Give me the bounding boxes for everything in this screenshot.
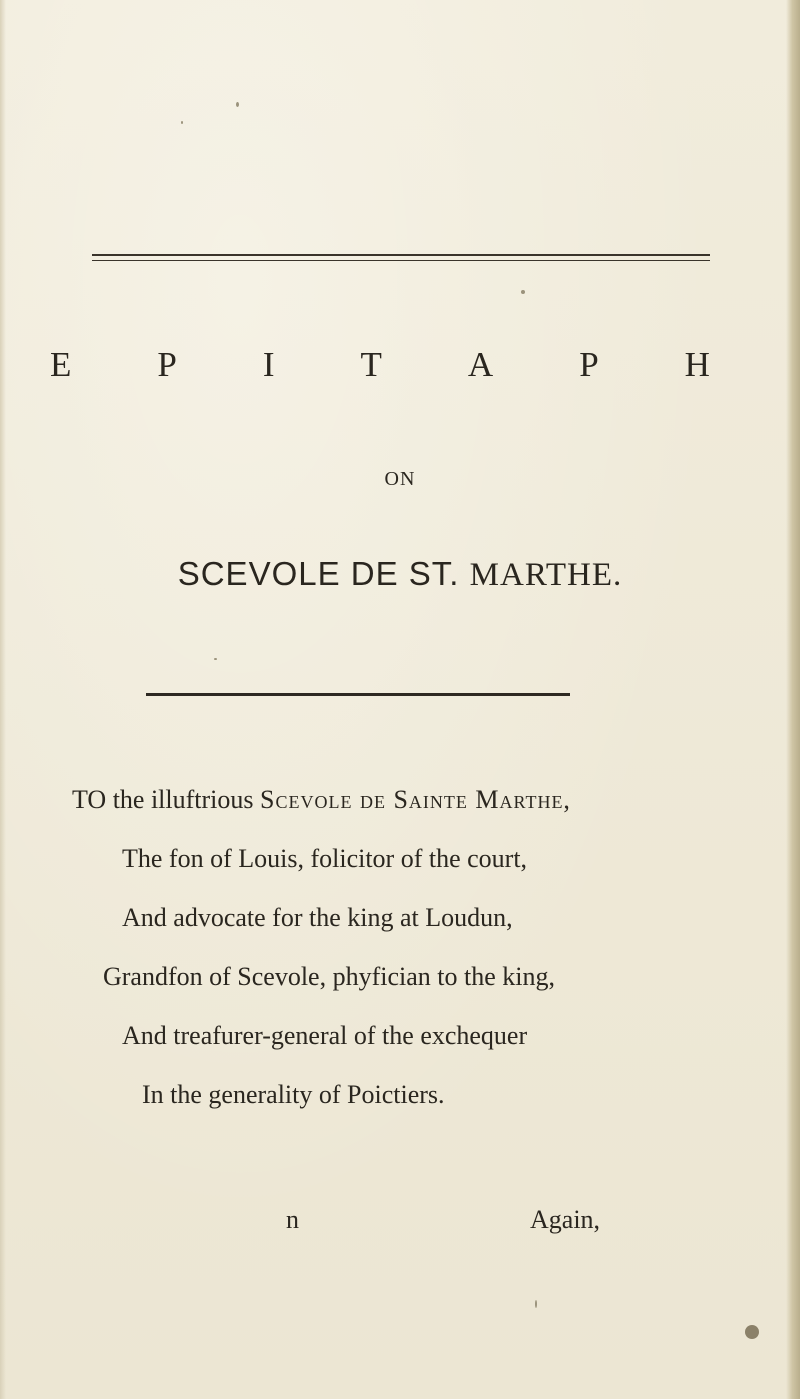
ink-speck [236,102,239,107]
ink-blot [745,1325,759,1339]
title-letter: P [579,345,599,384]
title-epitaph [50,345,710,385]
title-letter: T [360,345,382,384]
verse-line-6: In the generality of Poictiers. [142,1080,445,1109]
catchword: Again, [530,1205,601,1234]
page-left-edge [0,0,6,1399]
verse-line-5: And treafurer-general of the exchequer [122,1021,528,1050]
title-letter: E [50,345,72,384]
subject-name: SCEVOLE DE ST. [177,555,470,592]
verse-line-1-start: TO the illuftrious [72,785,261,814]
verse-line-1 [72,785,571,815]
title-letter: P [157,345,177,384]
verse-line-3: And advocate for the king at Loudun, [122,903,513,932]
title-letter: I [262,345,275,384]
ink-speck [181,121,183,124]
ink-speck [535,1300,537,1308]
verse-line-2: The fon of Louis, folicitor of the court, [122,844,528,873]
middle-rule [146,693,570,696]
subtitle-on: ON [384,468,416,490]
title-letter: H [684,345,710,384]
verse-line-1-name: Scevole de Sainte Marthe, [260,785,571,814]
title-letter: A [467,345,494,384]
top-double-rule [92,254,710,261]
ink-speck [521,290,525,294]
subject-surname: MARTHE. [469,557,623,593]
ink-speck [214,658,217,660]
signature-mark: n [286,1205,299,1234]
subject-heading [0,555,800,594]
verse-line-4: Grandfon of Scevole, phyfician to the king, [103,962,555,991]
page-right-edge [786,0,800,1399]
